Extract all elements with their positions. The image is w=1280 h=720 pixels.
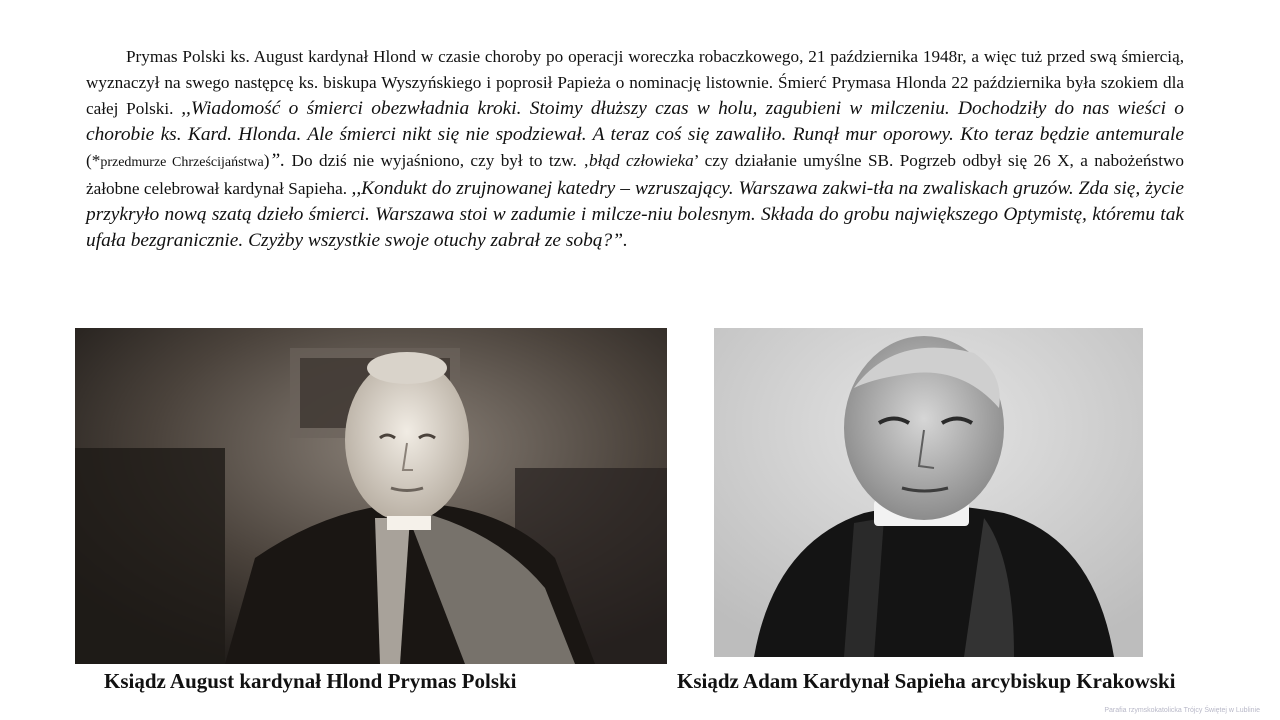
paren-close: )	[263, 151, 270, 170]
caption-hlond: Ksiądz August kardynał Hlond Prymas Polski	[104, 669, 517, 693]
quote-end: ”.	[269, 150, 286, 171]
quote-wyszynski-1: ,,Wiadomość o śmierci obezwładnia kroki. Stoimy dłuższy czas w holu, zagubieni w milczeniu. Dochodziły do nas wieści o chorobie ks. Kard. Hlonda. Ale śmierci nikt się nie spodziewał. A teraz coś się zawaliło. Runął mur oporowy. Kto teraz będzie antemurale	[86, 98, 1184, 145]
main-text	[86, 44, 1184, 254]
paragraph-funeral: ’ czy działanie umyślne SB. Pogrzeb odbył się 26 X, a nabożeństwo żałobne celebrował kardynał Sapieha.	[86, 151, 1184, 198]
quote-wyszynski-2: ,,Kondukt do zrujnowanej katedry – wzruszający. Warszawa zakwi-tła na zwaliskach gruzów. Zda się, życie przykryło nową szatą dzieło śmierci. Warszawa stoi w zadumie i milcze-niu bolesnym. Składa do grobu największego Optymistę, któremu tak ufała bezgranicznie. Czyżby wszystkie swoje otuchy zabrał ze sobą?”.	[86, 178, 1184, 251]
caption-sapieha: Ksiądz Adam Kardynał Sapieha arcybiskup Krakowski	[677, 669, 1176, 693]
footer-parish: Parafia rzymskokatolicka Trójcy Świętej w Lublinie	[1104, 707, 1260, 714]
photo-hlond	[75, 328, 667, 664]
photo-sapieha	[714, 328, 1143, 657]
term-blad-czlowieka: błąd człowieka	[589, 151, 694, 170]
paragraph-sb: Do dziś nie wyjaśniono, czy był to tzw. ‚	[285, 151, 589, 170]
paragraph-intro: Prymas Polski ks. August kardynał Hlond w czasie choroby po operacji woreczka robaczkowego, 21 października 1948r, a więc tuż przed swą śmiercią, wyznaczył na swego następcę ks. biskupa Wyszyńskiego i poprosił Papieża o nominację listownie. Śmierć Prymasa Hlonda 22 października była szokiem dla całej Polski.	[86, 47, 1184, 118]
footnote-przedmurze: przedmurze Chrześcijaństwa	[100, 155, 264, 170]
paren-open: (*	[86, 151, 101, 170]
